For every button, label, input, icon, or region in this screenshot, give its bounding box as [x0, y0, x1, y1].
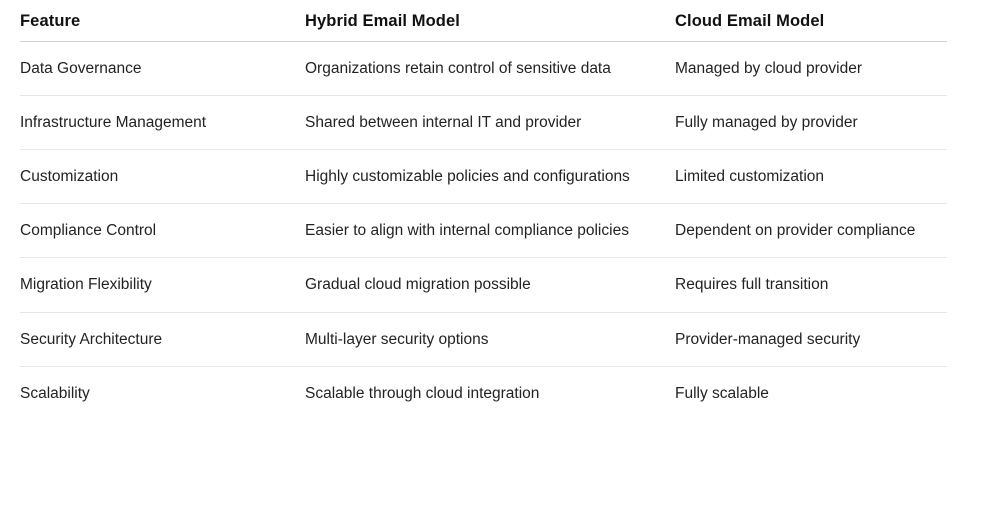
table-row	[20, 96, 947, 150]
table-body	[20, 42, 947, 420]
cell-feature: Infrastructure Management	[20, 96, 305, 150]
cell-hybrid: Multi-layer security options	[305, 312, 675, 366]
cell-feature: Migration Flexibility	[20, 258, 305, 312]
cell-cloud: Provider-managed security	[675, 312, 947, 366]
table-row	[20, 312, 947, 366]
cell-cloud: Dependent on provider compliance	[675, 204, 947, 258]
table-row	[20, 366, 947, 420]
cell-hybrid: Highly customizable policies and configurations	[305, 150, 675, 204]
cell-feature: Customization	[20, 150, 305, 204]
table-row	[20, 258, 947, 312]
cell-cloud: Fully scalable	[675, 384, 769, 402]
cell-feature: Scalability	[20, 384, 90, 402]
table-header	[20, 0, 947, 42]
table-header-row	[20, 0, 947, 42]
cell-feature: Compliance Control	[20, 204, 305, 258]
cell-hybrid: Organizations retain control of sensitive data	[305, 42, 675, 96]
cell-hybrid: Gradual cloud migration possible	[305, 258, 675, 312]
cell-feature: Security Architecture	[20, 312, 305, 366]
column-header-cloud-email-model: Cloud Email Model	[675, 0, 947, 42]
cell-hybrid: Easier to align with internal compliance policies	[305, 204, 675, 258]
cell-cloud: Requires full transition	[675, 258, 947, 312]
cell-cloud: Limited customization	[675, 150, 947, 204]
table-row	[20, 204, 947, 258]
comparison-table	[20, 0, 947, 420]
table-row	[20, 42, 947, 96]
cell-hybrid: Shared between internal IT and provider	[305, 96, 675, 150]
column-header-feature: Feature	[20, 0, 305, 42]
cell-hybrid: Scalable through cloud integration	[305, 384, 540, 402]
table-row	[20, 150, 947, 204]
column-header-hybrid-email-model: Hybrid Email Model	[305, 0, 675, 42]
cell-cloud: Fully managed by provider	[675, 96, 947, 150]
cell-feature: Data Governance	[20, 42, 305, 96]
cell-cloud: Managed by cloud provider	[675, 42, 947, 96]
